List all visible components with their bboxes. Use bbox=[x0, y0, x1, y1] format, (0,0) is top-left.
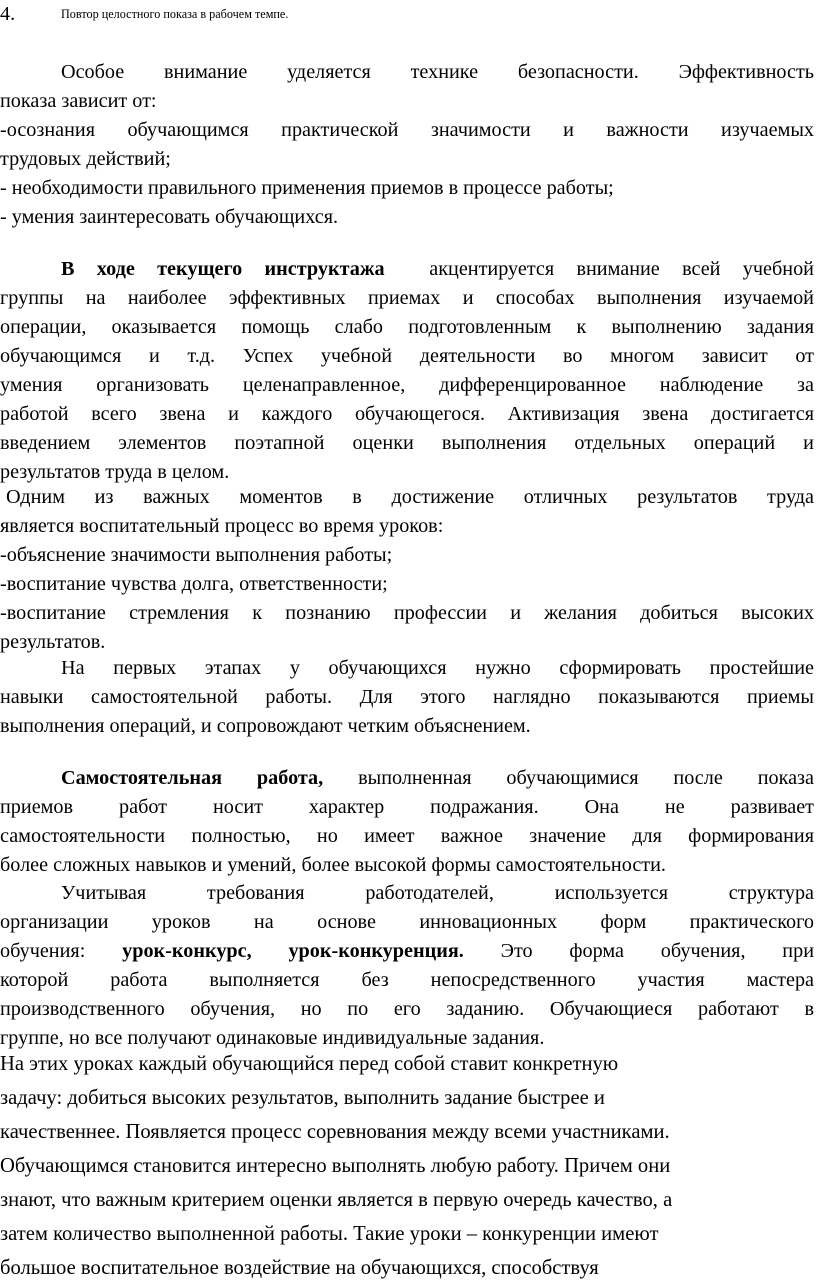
paragraph-line: приемов работ носит характер подражания. Она не развивает bbox=[0, 796, 814, 818]
paragraph-line: На этих уроках каждый обучающийся перед собой ставит конкретную bbox=[0, 1053, 619, 1075]
paragraph-line: трудовых действий; bbox=[0, 148, 171, 170]
paragraph-line: -воспитание стремления к познанию профессии и желания добиться высоких bbox=[0, 602, 814, 624]
bold-term: урок-конкурс, урок-конкуренция. bbox=[122, 940, 464, 962]
paragraph-line: результатов. bbox=[0, 631, 106, 653]
paragraph-line: Учитывая требования работодателей, используется структура bbox=[61, 882, 814, 904]
paragraph-line: которой работа выполняется без непосредственного участия мастера bbox=[0, 969, 814, 991]
paragraph-line: -воспитание чувства долга, ответственности; bbox=[0, 573, 388, 595]
paragraph-line: группы на наиболее эффективных приемах и способах выполнения изучаемой bbox=[0, 287, 814, 309]
bold-term: В ходе текущего инструктажа bbox=[61, 258, 385, 280]
paragraph-text: акцентируется внимание всей учебной bbox=[429, 258, 814, 280]
paragraph-line: более сложных навыков и умений, более высокой формы самостоятельности. bbox=[0, 854, 666, 876]
paragraph-line: задачу: добиться высоких результатов, выполнить задание быстрее и bbox=[0, 1087, 605, 1109]
item-text: Повтор целостного показа в рабочем темпе. bbox=[61, 7, 289, 21]
paragraph-line: качественнее. Появляется процесс соревнования между всеми участниками. bbox=[0, 1121, 670, 1143]
paragraph-line: -объяснение значимости выполнения работы; bbox=[0, 544, 393, 566]
paragraph-line: самостоятельности полностью, но имеет важное значение для формирования bbox=[0, 825, 814, 847]
paragraph-line: показа зависит от: bbox=[0, 90, 157, 112]
paragraph-line: навыки самостоятельной работы. Для этого наглядно показываются приемы bbox=[0, 686, 814, 708]
paragraph-line: - умения заинтересовать обучающихся. bbox=[0, 206, 339, 228]
paragraph-line: введением элементов поэтапной оценки выполнения отдельных операций и bbox=[0, 432, 814, 454]
paragraph-line: выполнения операций, и сопровождают четким объяснением. bbox=[0, 715, 531, 737]
paragraph-line: работой всего звена и каждого обучающегося. Активизация звена достигается bbox=[0, 403, 814, 425]
paragraph-line bbox=[61, 764, 814, 792]
bold-term: Самостоятельная работа, bbox=[61, 767, 324, 789]
paragraph-line bbox=[0, 937, 814, 965]
paragraph-line: операции, оказывается помощь слабо подготовленным к выполнению задания bbox=[0, 316, 814, 338]
paragraph-line: большое воспитательное воздействие на обучающихся, способствуя bbox=[0, 1257, 599, 1279]
paragraph-line: На первых этапах у обучающихся нужно сформировать простейшие bbox=[61, 657, 814, 679]
paragraph-line: -осознания обучающимся практической значимости и важности изучаемых bbox=[0, 119, 814, 141]
paragraph-line bbox=[61, 255, 814, 283]
paragraph-line: организации уроков на основе инновационных форм практического bbox=[0, 911, 814, 933]
paragraph-line: производственного обучения, но по его заданию. Обучающиеся работают в bbox=[0, 998, 814, 1020]
item-number: 4. bbox=[0, 3, 16, 25]
paragraph-line: знают, что важным критерием оценки является в первую очередь качество, а bbox=[0, 1189, 673, 1211]
paragraph-line: умения организовать целенаправленное, дифференцированное наблюдение за bbox=[0, 374, 814, 396]
paragraph-line: - необходимости правильного применения приемов в процессе работы; bbox=[0, 177, 614, 199]
paragraph-line: затем количество выполненной работы. Такие уроки – конкуренции имеют bbox=[0, 1223, 659, 1245]
paragraph-line: Обучающимся становится интересно выполнять любую работу. Причем они bbox=[0, 1155, 671, 1177]
paragraph-line: результатов труда в целом. bbox=[0, 461, 230, 483]
paragraph-text: Это форма обучения, при bbox=[500, 940, 815, 962]
paragraph-line: Особое внимание уделяется технике безопасности. Эффективность bbox=[61, 61, 814, 83]
paragraph-text: обучения: bbox=[0, 940, 86, 962]
paragraph-line: обучающимся и т.д. Успех учебной деятельности во многом зависит от bbox=[0, 345, 814, 367]
paragraph-line: Одним из важных моментов в достижение отличных результатов труда bbox=[6, 486, 814, 508]
paragraph-text: выполненная обучающимися после показа bbox=[358, 767, 814, 789]
paragraph-line: является воспитательный процесс во время уроков: bbox=[0, 515, 444, 537]
paragraph-line: группе, но все получают одинаковые индивидуальные задания. bbox=[0, 1027, 545, 1049]
